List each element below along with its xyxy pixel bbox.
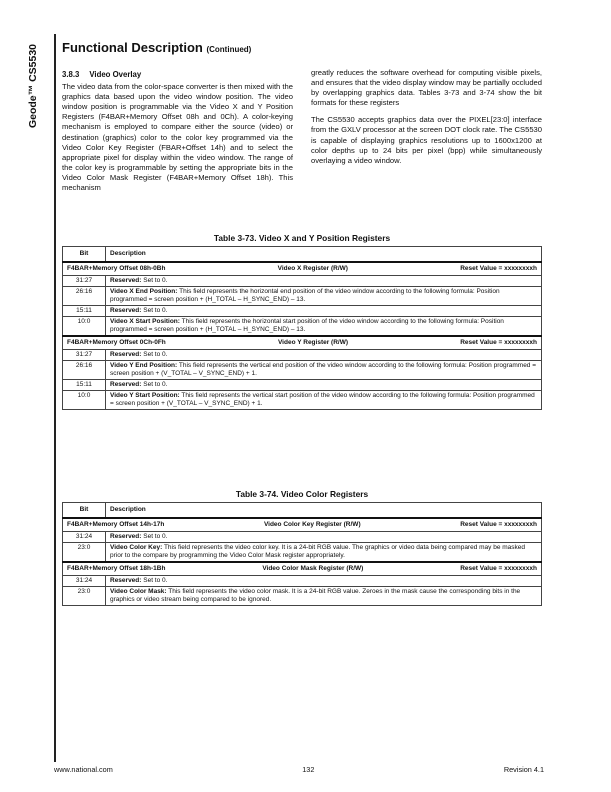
bit-cell: 31:27 xyxy=(63,350,106,361)
right-paragraph-1: greatly reduces the software overhead for computing visible pixels, and ensures that the video display window may be partially occluded by overlapping graphics data. Tables 3-73 and 3-74 show the bit formats for these registers xyxy=(311,68,542,108)
field-text: Set to 0. xyxy=(141,577,168,584)
description-cell xyxy=(106,276,542,287)
field-name: Video Y End Position: xyxy=(110,362,178,369)
header-description: Description xyxy=(106,247,542,263)
table-row xyxy=(63,391,542,410)
bit-cell: 31:27 xyxy=(63,276,106,287)
table-row xyxy=(63,306,542,317)
field-text: This field represents the vertical start position of the video window according to the following formula: Position programmed = screen position + (V_TOTAL – V_SYNC_END) + 1. xyxy=(110,392,535,407)
bit-cell: 10:0 xyxy=(63,391,106,410)
field-text: This field represents the vertical end position of the video window according to the following formula: Position programmed = screen position + (V_TOTAL – V_SYNC_END) + 1. xyxy=(110,362,537,377)
field-text: Set to 0. xyxy=(141,277,168,284)
section-title-text: Functional Description xyxy=(62,40,203,55)
field-text: Set to 0. xyxy=(141,533,168,540)
bit-cell: 15:11 xyxy=(63,380,106,391)
subsection-title: Video Overlay xyxy=(89,70,142,79)
register-name: Video Y Register (R/W) xyxy=(277,339,349,346)
register-group-row xyxy=(63,336,542,350)
section-title xyxy=(62,40,251,55)
register-name: Video X Register (R/W) xyxy=(277,265,348,272)
register-reset: Reset Value = xxxxxxxxh xyxy=(460,339,537,346)
description-cell xyxy=(106,350,542,361)
field-name: Video Y Start Position: xyxy=(110,392,180,399)
description-cell xyxy=(106,287,542,306)
subsection-heading xyxy=(62,70,293,80)
field-name: Video Color Key: xyxy=(110,544,163,551)
register-reset: Reset Value = xxxxxxxxh xyxy=(460,521,537,528)
register-group-row xyxy=(63,562,542,576)
field-text: This field represents the horizontal end position of the video window according to the following formula: Position programmed = screen position + (H_TOTAL – H_SYNC_END) – 13. xyxy=(110,288,500,303)
field-name: Reserved: xyxy=(110,533,142,540)
bit-cell: 26:16 xyxy=(63,287,106,306)
table-73 xyxy=(62,246,542,410)
register-offset: F4BAR+Memory Offset 0Ch-0Fh xyxy=(67,339,166,346)
field-name: Reserved: xyxy=(110,381,142,388)
description-cell xyxy=(106,380,542,391)
bit-cell: 23:0 xyxy=(63,587,106,606)
header-description: Description xyxy=(106,503,542,519)
table-row xyxy=(63,276,542,287)
table-74 xyxy=(62,502,542,606)
bit-cell: 23:0 xyxy=(63,543,106,563)
table-row xyxy=(63,576,542,587)
description-cell xyxy=(106,532,542,543)
right-paragraph-2: The CS5530 accepts graphics data over the PIXEL[23:0] interface from the GXLV processor at the screen DOT clock rate. The CS5530 is capable of displaying graphics resolutions up to 1600x1200 at color depths up to 24 bits per pixel (bpp) while simultaneously overlaying a video window. xyxy=(311,115,542,165)
field-text: This field represents the horizontal start position of the video window according to the following formula: Position programmed = screen position + (H_TOTAL – H_SYNC_END) – 13. xyxy=(110,318,504,333)
description-cell xyxy=(106,587,542,606)
section-title-suffix: (Continued) xyxy=(206,45,252,54)
field-name: Reserved: xyxy=(110,351,142,358)
table-header-row xyxy=(63,503,542,519)
field-name: Video X End Position: xyxy=(110,288,178,295)
page-footer xyxy=(54,765,544,774)
description-cell xyxy=(106,306,542,317)
field-text: This field represents the video color mask. It is a 24-bit RGB value. Zeroes in the mask cause the corresponding bits in the graphics or video stream being compared to be ignored. xyxy=(110,588,521,603)
description-cell xyxy=(106,317,542,337)
subsection-number: 3.8.3 xyxy=(62,70,80,79)
table-row xyxy=(63,380,542,391)
field-name: Video X Start Position: xyxy=(110,318,180,325)
field-text: Set to 0. xyxy=(141,351,168,358)
description-cell xyxy=(106,391,542,410)
description-cell xyxy=(106,576,542,587)
register-reset: Reset Value = xxxxxxxxh xyxy=(460,565,537,572)
register-reset: Reset Value = xxxxxxxxh xyxy=(460,265,537,272)
table-row xyxy=(63,350,542,361)
field-text: Set to 0. xyxy=(141,307,168,314)
footer-page-number: 132 xyxy=(302,765,315,774)
field-name: Video Color Mask: xyxy=(110,588,167,595)
header-bit: Bit xyxy=(63,247,106,263)
field-name: Reserved: xyxy=(110,577,142,584)
right-column xyxy=(311,68,542,173)
register-group-row xyxy=(63,518,542,532)
register-offset: F4BAR+Memory Offset 14h-17h xyxy=(67,521,165,528)
bit-cell: 31:24 xyxy=(63,576,106,587)
description-cell xyxy=(106,361,542,380)
intro-paragraph: The video data from the color-space converter is then mixed with the graphics data based upon the video window position. The video window position is programmable via the Video X and Y Position Registers (F4BAR+Memory Offset 08h and 0Ch). A color-keying mechanism is employed to compare either the source (video) or destination (graphics) color to the color key programmed via the Video Color Key Register (FBAR+Offset 14h) and to select the appropriate pixel for display within the video window. The range of the color key is programmable by setting the appropriate bits in the Video Color Mask Register (F4BAR+Memory Offset 18h). This mechanism xyxy=(62,82,293,193)
register-offset: F4BAR+Memory Offset 08h-0Bh xyxy=(67,265,166,272)
field-text: Set to 0. xyxy=(141,381,168,388)
footer-revision: Revision 4.1 xyxy=(503,765,544,774)
field-name: Reserved: xyxy=(110,277,142,284)
register-name: Video Color Mask Register (R/W) xyxy=(262,565,364,572)
header-bit: Bit xyxy=(63,503,106,519)
field-name: Reserved: xyxy=(110,307,142,314)
register-offset: F4BAR+Memory Offset 18h-1Bh xyxy=(67,565,166,572)
table-74-caption: Table 3-74. Video Color Registers xyxy=(235,489,369,499)
table-row xyxy=(63,361,542,380)
frame-rule xyxy=(54,34,56,762)
table-73-caption: Table 3-73. Video X and Y Position Registers xyxy=(213,233,391,243)
register-name: Video Color Key Register (R/W) xyxy=(263,521,361,528)
footer-website: www.national.com xyxy=(54,765,113,774)
register-group-row xyxy=(63,262,542,276)
bit-cell: 10:0 xyxy=(63,317,106,337)
description-cell xyxy=(106,543,542,563)
table-row xyxy=(63,317,542,337)
table-row xyxy=(63,587,542,606)
bit-cell: 26:16 xyxy=(63,361,106,380)
bit-cell: 15:11 xyxy=(63,306,106,317)
side-title xyxy=(26,36,40,136)
table-header-row xyxy=(63,247,542,263)
table-row xyxy=(63,532,542,543)
field-text: This field represents the video color key. It is a 24-bit RGB value. The graphics or video data being compared may be masked prior to the compare by programming the Video Color Mask register appropriately. xyxy=(110,544,526,559)
table-row xyxy=(63,287,542,306)
side-title-text: Geode™ CS5530 xyxy=(27,43,39,129)
left-column xyxy=(62,70,293,200)
table-row xyxy=(63,543,542,563)
bit-cell: 31:24 xyxy=(63,532,106,543)
